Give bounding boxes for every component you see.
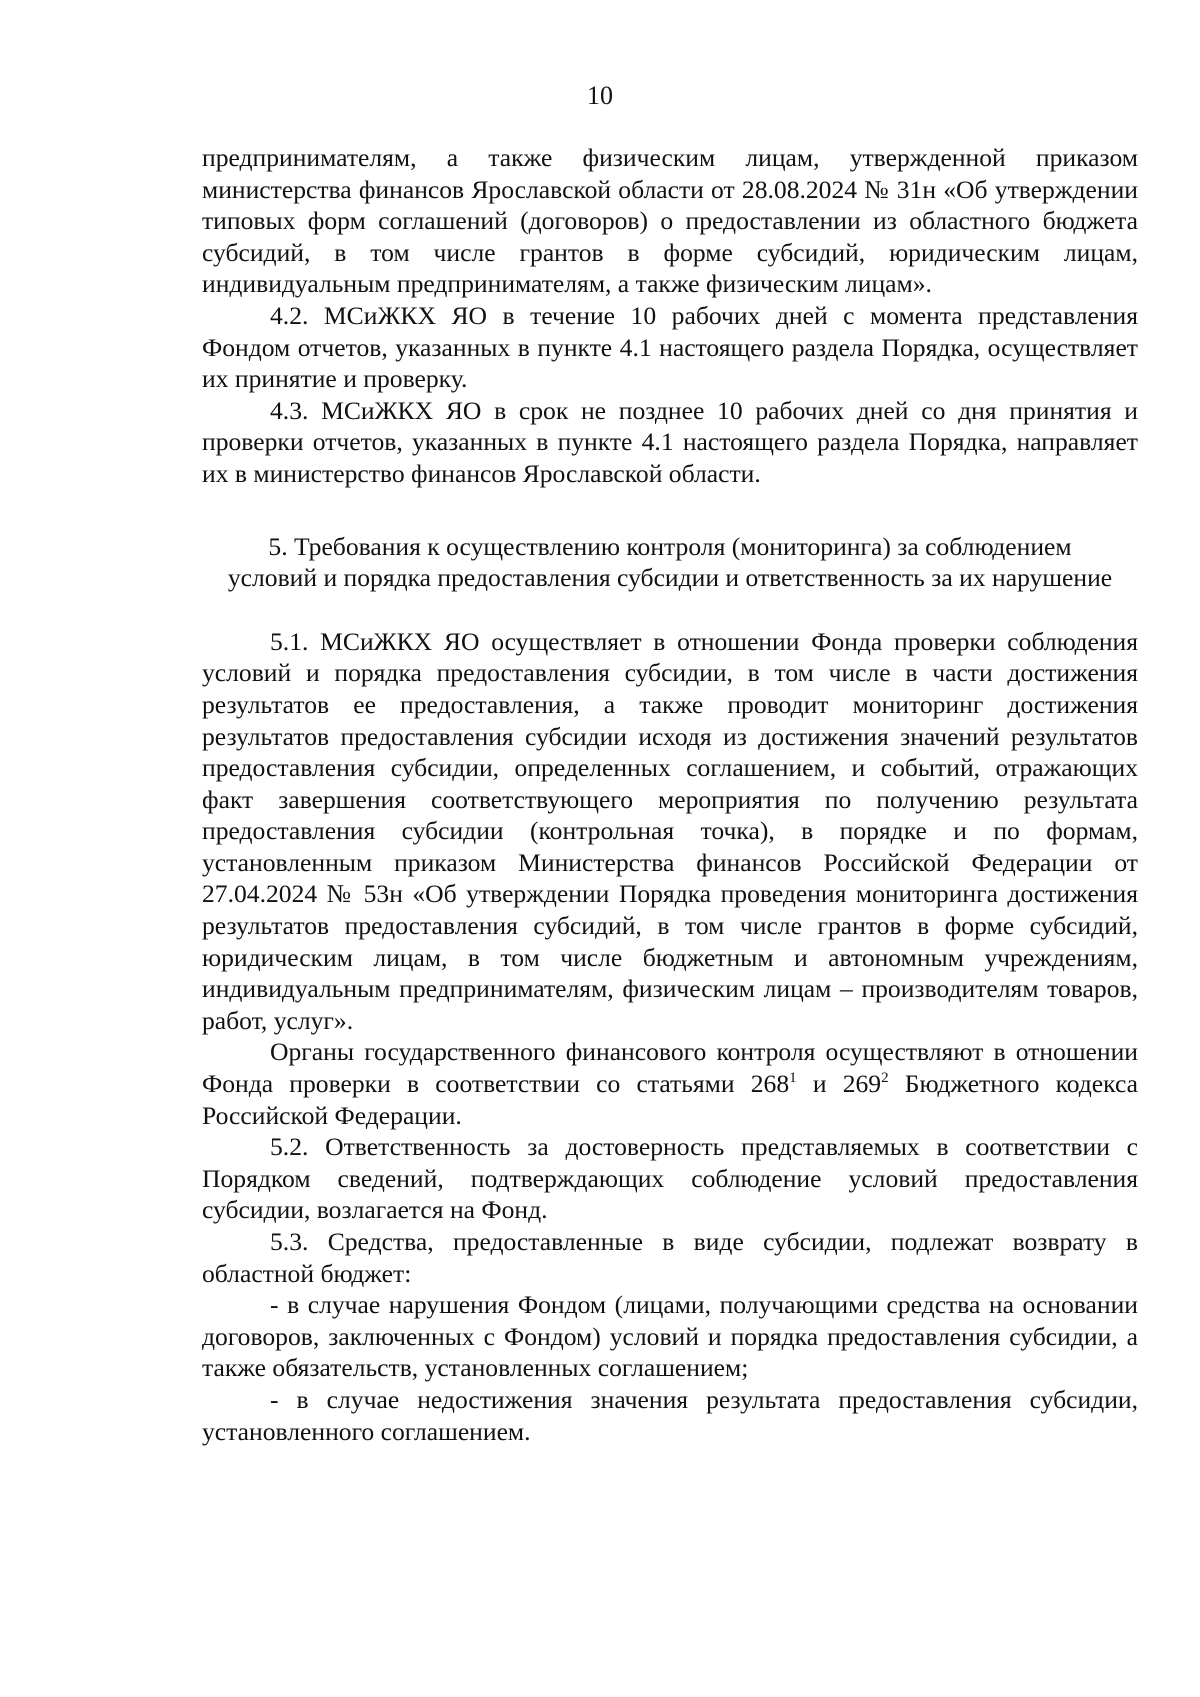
- paragraph-5-3: 5.3. Средства, предоставленные в виде субсидии, подлежат возврату в областной бюджет:: [202, 1227, 1138, 1288]
- paragraph-5-1: 5.1. МСиЖКХ ЯО осуществляет в отношении Фонда проверки соблюдения условий и порядка предоставления субсидии, в том числе в части достижения результатов ее предоставления, а также проводит мониторинг достижения результатов предоставления субсидии исходя из достижения значений результатов предоставления субсидии, определенных соглашением, и событий, отражающих факт завершения соответствующего мероприятия по получению результата предоставления субсидии (контрольная точка), в порядке и по формам, установленным приказом Министерства финансов Российской Федерации от 27.04.2024 № 53н «Об утверждении Порядка проведения мониторинга достижения результатов предоставления субсидий, в том числе грантов в форме субсидий, юридическим лицам, в том числе бюджетным и автономным учреждениям, индивидуальным предпринимателям, физическим лицам – производителям товаров, работ, услуг».: [202, 626, 1138, 1035]
- organs-text-part-2: и 269: [796, 1069, 882, 1099]
- superscript-1: 1: [789, 1069, 797, 1086]
- section-heading-5: 5. Требования к осуществлению контроля (мониторинга) за соблюдением условий и порядка предоставления субсидии и ответственность за их нарушение: [227, 531, 1113, 593]
- organs-text-part-1: Органы государственного финансового контроля осуществляют в отношении Фонда проверки в соответствии со статьями 268: [202, 1037, 1138, 1099]
- paragraph-5-2: 5.2. Ответственность за достоверность представляемых в соответствии с Порядком сведений, подтверждающих соблюдение условий предоставления субсидии, возлагается на Фонд.: [202, 1132, 1138, 1225]
- page-number: 10: [587, 81, 613, 110]
- superscript-2: 2: [881, 1069, 889, 1086]
- document-body: [202, 142, 1138, 1447]
- paragraph-intro: предпринимателям, а также физическим лицам, утвержденной приказом министерства финансов Ярославской области от 28.08.2024 № 31н «Об утверждении типовых форм соглашений (договоров) о предоставлении из областного бюджета субсидий, в том числе грантов в форме субсидий, юридическим лицам, индивидуальным предпринимателям, а также физическим лицам».: [202, 143, 1138, 299]
- paragraph-4-2: 4.2. МСиЖКХ ЯО в течение 10 рабочих дней с момента представления Фондом отчетов, указанных в пункте 4.1 настоящего раздела Порядка, осуществляет их принятие и проверку.: [202, 300, 1138, 394]
- paragraph-control-organs: [202, 1036, 1138, 1131]
- paragraph-dash-1: - в случае нарушения Фондом (лицами, получающими средства на основании договоров, заключенных с Фондом) условий и порядка предоставления субсидии, а также обязательств, установленных соглашением;: [202, 1290, 1138, 1383]
- paragraph-4-3: 4.3. МСиЖКХ ЯО в срок не позднее 10 рабочих дней со дня принятия и проверки отчетов, указанных в пункте 4.1 настоящего раздела Порядка, направляет их в министерство финансов Ярославской области.: [202, 395, 1138, 488]
- paragraph-dash-2: - в случае недостижения значения результата предоставления субсидии, установленного соглашением.: [202, 1384, 1138, 1446]
- organs-text-part-3: Бюджетного кодекса Российской Федерации.: [202, 1069, 1138, 1130]
